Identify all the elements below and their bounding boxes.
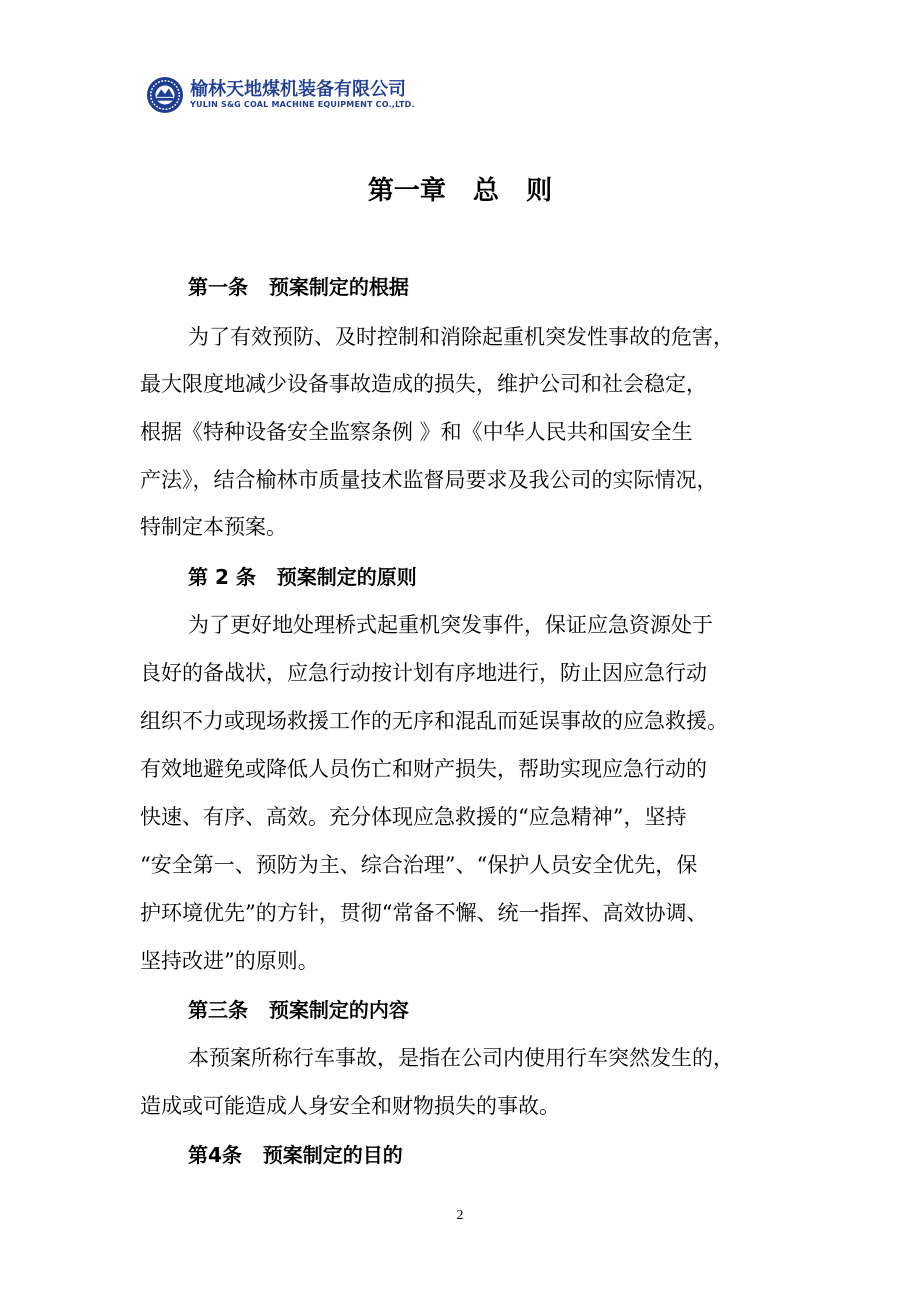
body-line: 造成或可能造成人身安全和财物损失的事故。 <box>140 1094 560 1118</box>
body-line: 快速、有序、高效。充分体现应急救援的“应急精神”，坚持 <box>140 805 687 829</box>
body-line: 为了更好地处理桥式起重机突发事件，保证应急资源处于 <box>188 613 713 637</box>
body-line: 护环境优先”的方针，贯彻“常备不懈、统一指挥、高效协调、 <box>140 901 708 925</box>
body-line: 根据《特种设备安全监察条例 》和《中华人民共和国安全生 <box>140 420 693 444</box>
body-line: 本预案所称行车事故，是指在公司内使用行车突然发生的， <box>188 1046 734 1070</box>
body-line: 为了有效预防、及时控制和消除起重机突发性事故的危害， <box>188 325 734 349</box>
body-line: 坚持改进”的原则。 <box>140 949 319 973</box>
company-logo-icon <box>146 76 184 114</box>
body-line: 有效地避免或降低人员伤亡和财产损失，帮助实现应急行动的 <box>140 757 707 781</box>
body-line: 组织不力或现场救援工作的无序和混乱而延误事故的应急救援。 <box>140 709 728 733</box>
company-header <box>146 75 415 115</box>
company-name-en: YULIN S&G COAL MACHINE EQUIPMENT CO.,LTD. <box>190 100 415 109</box>
body-line: 良好的备战状，应急行动按计划有序地进行，防止因应急行动 <box>140 661 707 685</box>
body-line: “安全第一、预防为主、综合治理”、“保护人员安全优先，保 <box>140 853 698 877</box>
article-heading: 第4条 预案制定的目的 <box>188 1143 403 1167</box>
body-line: 最大限度地减少设备事故造成的损失，维护公司和社会稳定， <box>140 372 707 396</box>
article-heading: 第一条 预案制定的根据 <box>188 275 409 299</box>
chapter-title: 第一章 总 则 <box>367 176 553 206</box>
article-heading: 第 2 条 预案制定的原则 <box>188 565 417 589</box>
body-line: 特制定本预案。 <box>140 515 287 539</box>
article-heading: 第三条 预案制定的内容 <box>188 998 409 1022</box>
page-number: 2 <box>456 1208 464 1223</box>
company-name-cn: 榆林天地煤机装备有限公司 <box>190 79 406 100</box>
body-line: 产法》，结合榆林市质量技术监督局要求及我公司的实际情况， <box>140 468 718 492</box>
